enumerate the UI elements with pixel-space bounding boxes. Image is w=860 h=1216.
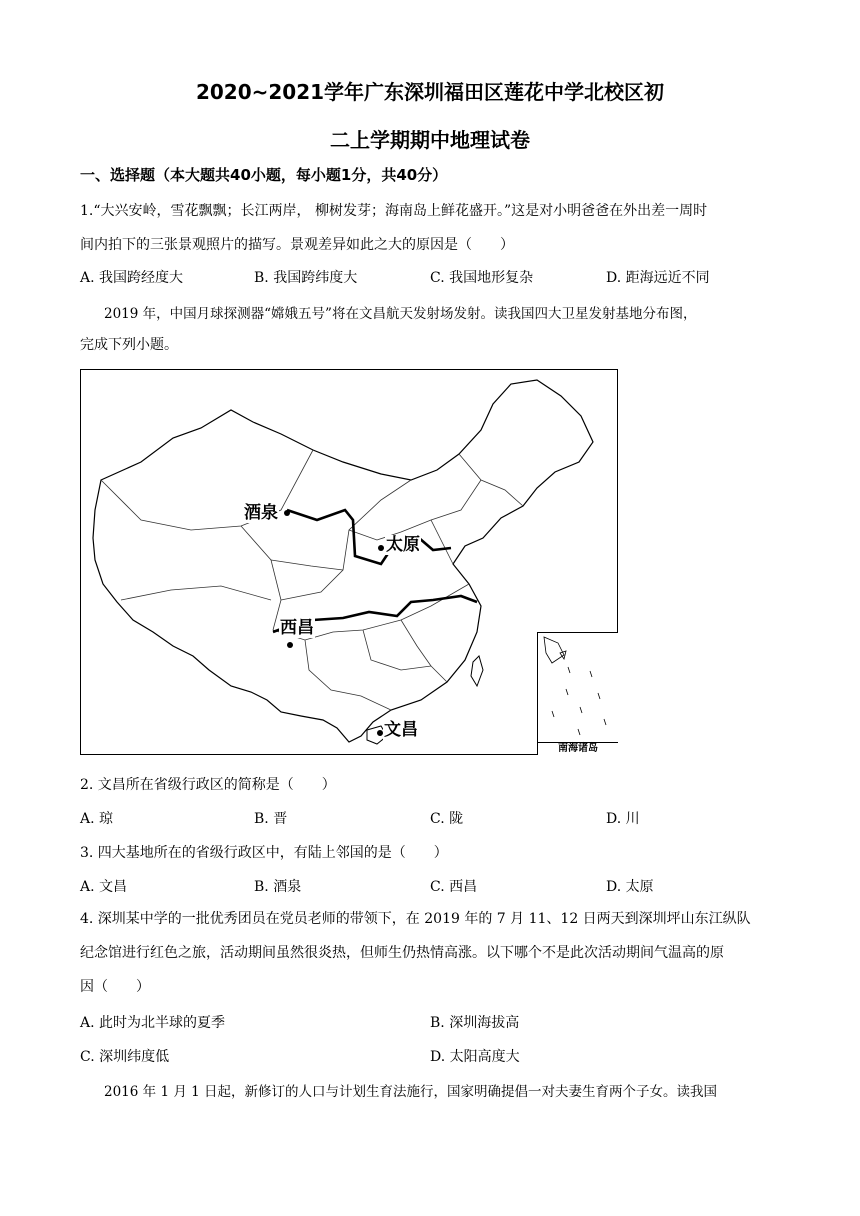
city-label-wenchang: 文昌 (384, 720, 418, 740)
q4-stem-line1: 4. 深圳某中学的一批优秀团员在党员老师的带领下，在 2019 年的 7 月 11、12 日两天到深圳坪山东江纵队 (80, 911, 751, 927)
passage2-line1: 2016 年 1 月 1 日起，新修订的人口与计划生育法施行，国家明确提倡一对夫妻生育两个子女。读我国 (104, 1084, 717, 1100)
q2-option-d: D. 川 (606, 811, 640, 827)
south-china-sea-inset (537, 632, 618, 755)
q2-option-b: B. 晋 (254, 811, 288, 827)
q1-option-d: D. 距海远近不同 (606, 270, 710, 286)
q3-option-d: D. 太原 (606, 879, 654, 895)
q1-stem-line1: 1.“大兴安岭，雪花飘飘；长江两岸， 柳树发芽；海南岛上鲜花盛开。”这是对小明爸爸在外出差一周时 (80, 203, 708, 219)
xichang-dot (287, 642, 293, 648)
city-label-jiuquan: 酒泉 (244, 503, 278, 523)
q4-option-c: C. 深圳纬度低 (80, 1049, 170, 1065)
q4-stem-line2: 纪念馆进行红色之旅，活动期间虽然很炎热，但师生仍热情高涨。以下哪个不是此次活动期间气温高的原 (80, 945, 724, 961)
q2-stem: 2. 文昌所在省级行政区的简称是（ ） (80, 777, 336, 793)
passage1-line2: 完成下列小题。 (80, 337, 178, 353)
exam-title-line1: 2020~2021学年广东深圳福田区莲花中学北校区初 (195, 80, 665, 104)
q1-option-b: B. 我国跨纬度大 (254, 270, 358, 286)
q1-stem-line2: 间内拍下的三张景观照片的描写。景观差异如此之大的原因是（ ） (80, 237, 514, 253)
taiyuan-dot (378, 545, 384, 551)
q4-stem-line3: 因（ ） (80, 979, 150, 995)
section-heading: 一、选择题（本大题共40小题，每小题1分，共40分） (80, 166, 448, 184)
q1-option-a: A. 我国跨经度大 (80, 270, 184, 286)
q4-option-a: A. 此时为北半球的夏季 (80, 1015, 226, 1031)
q1-option-c: C. 我国地形复杂 (430, 270, 534, 286)
q3-stem: 3. 四大基地所在的省级行政区中，有陆上邻国的是（ ） (80, 845, 448, 861)
inset-islands-svg (538, 633, 618, 743)
exam-title-line2: 二上学期期中地理试卷 (330, 128, 530, 152)
city-label-xichang: 西昌 (280, 618, 314, 638)
q3-option-b: B. 酒泉 (254, 879, 302, 895)
q3-option-a: A. 文昌 (80, 879, 128, 895)
inset-label: 南海诸岛 (538, 742, 618, 755)
passage1-line1: 2019 年，中国月球探测器“嫦娥五号”将在文昌航天发射场发射。读我国四大卫星发射基地分布图， (104, 306, 697, 322)
q2-option-a: A. 琼 (80, 811, 114, 827)
china-launch-base-map (80, 369, 618, 755)
jiuquan-dot (284, 510, 290, 516)
q3-option-c: C. 西昌 (430, 879, 478, 895)
q4-option-b: B. 深圳海拔高 (430, 1015, 520, 1031)
city-label-taiyuan: 太原 (386, 535, 420, 555)
q2-option-c: C. 陇 (430, 811, 464, 827)
q4-option-d: D. 太阳高度大 (430, 1049, 520, 1065)
